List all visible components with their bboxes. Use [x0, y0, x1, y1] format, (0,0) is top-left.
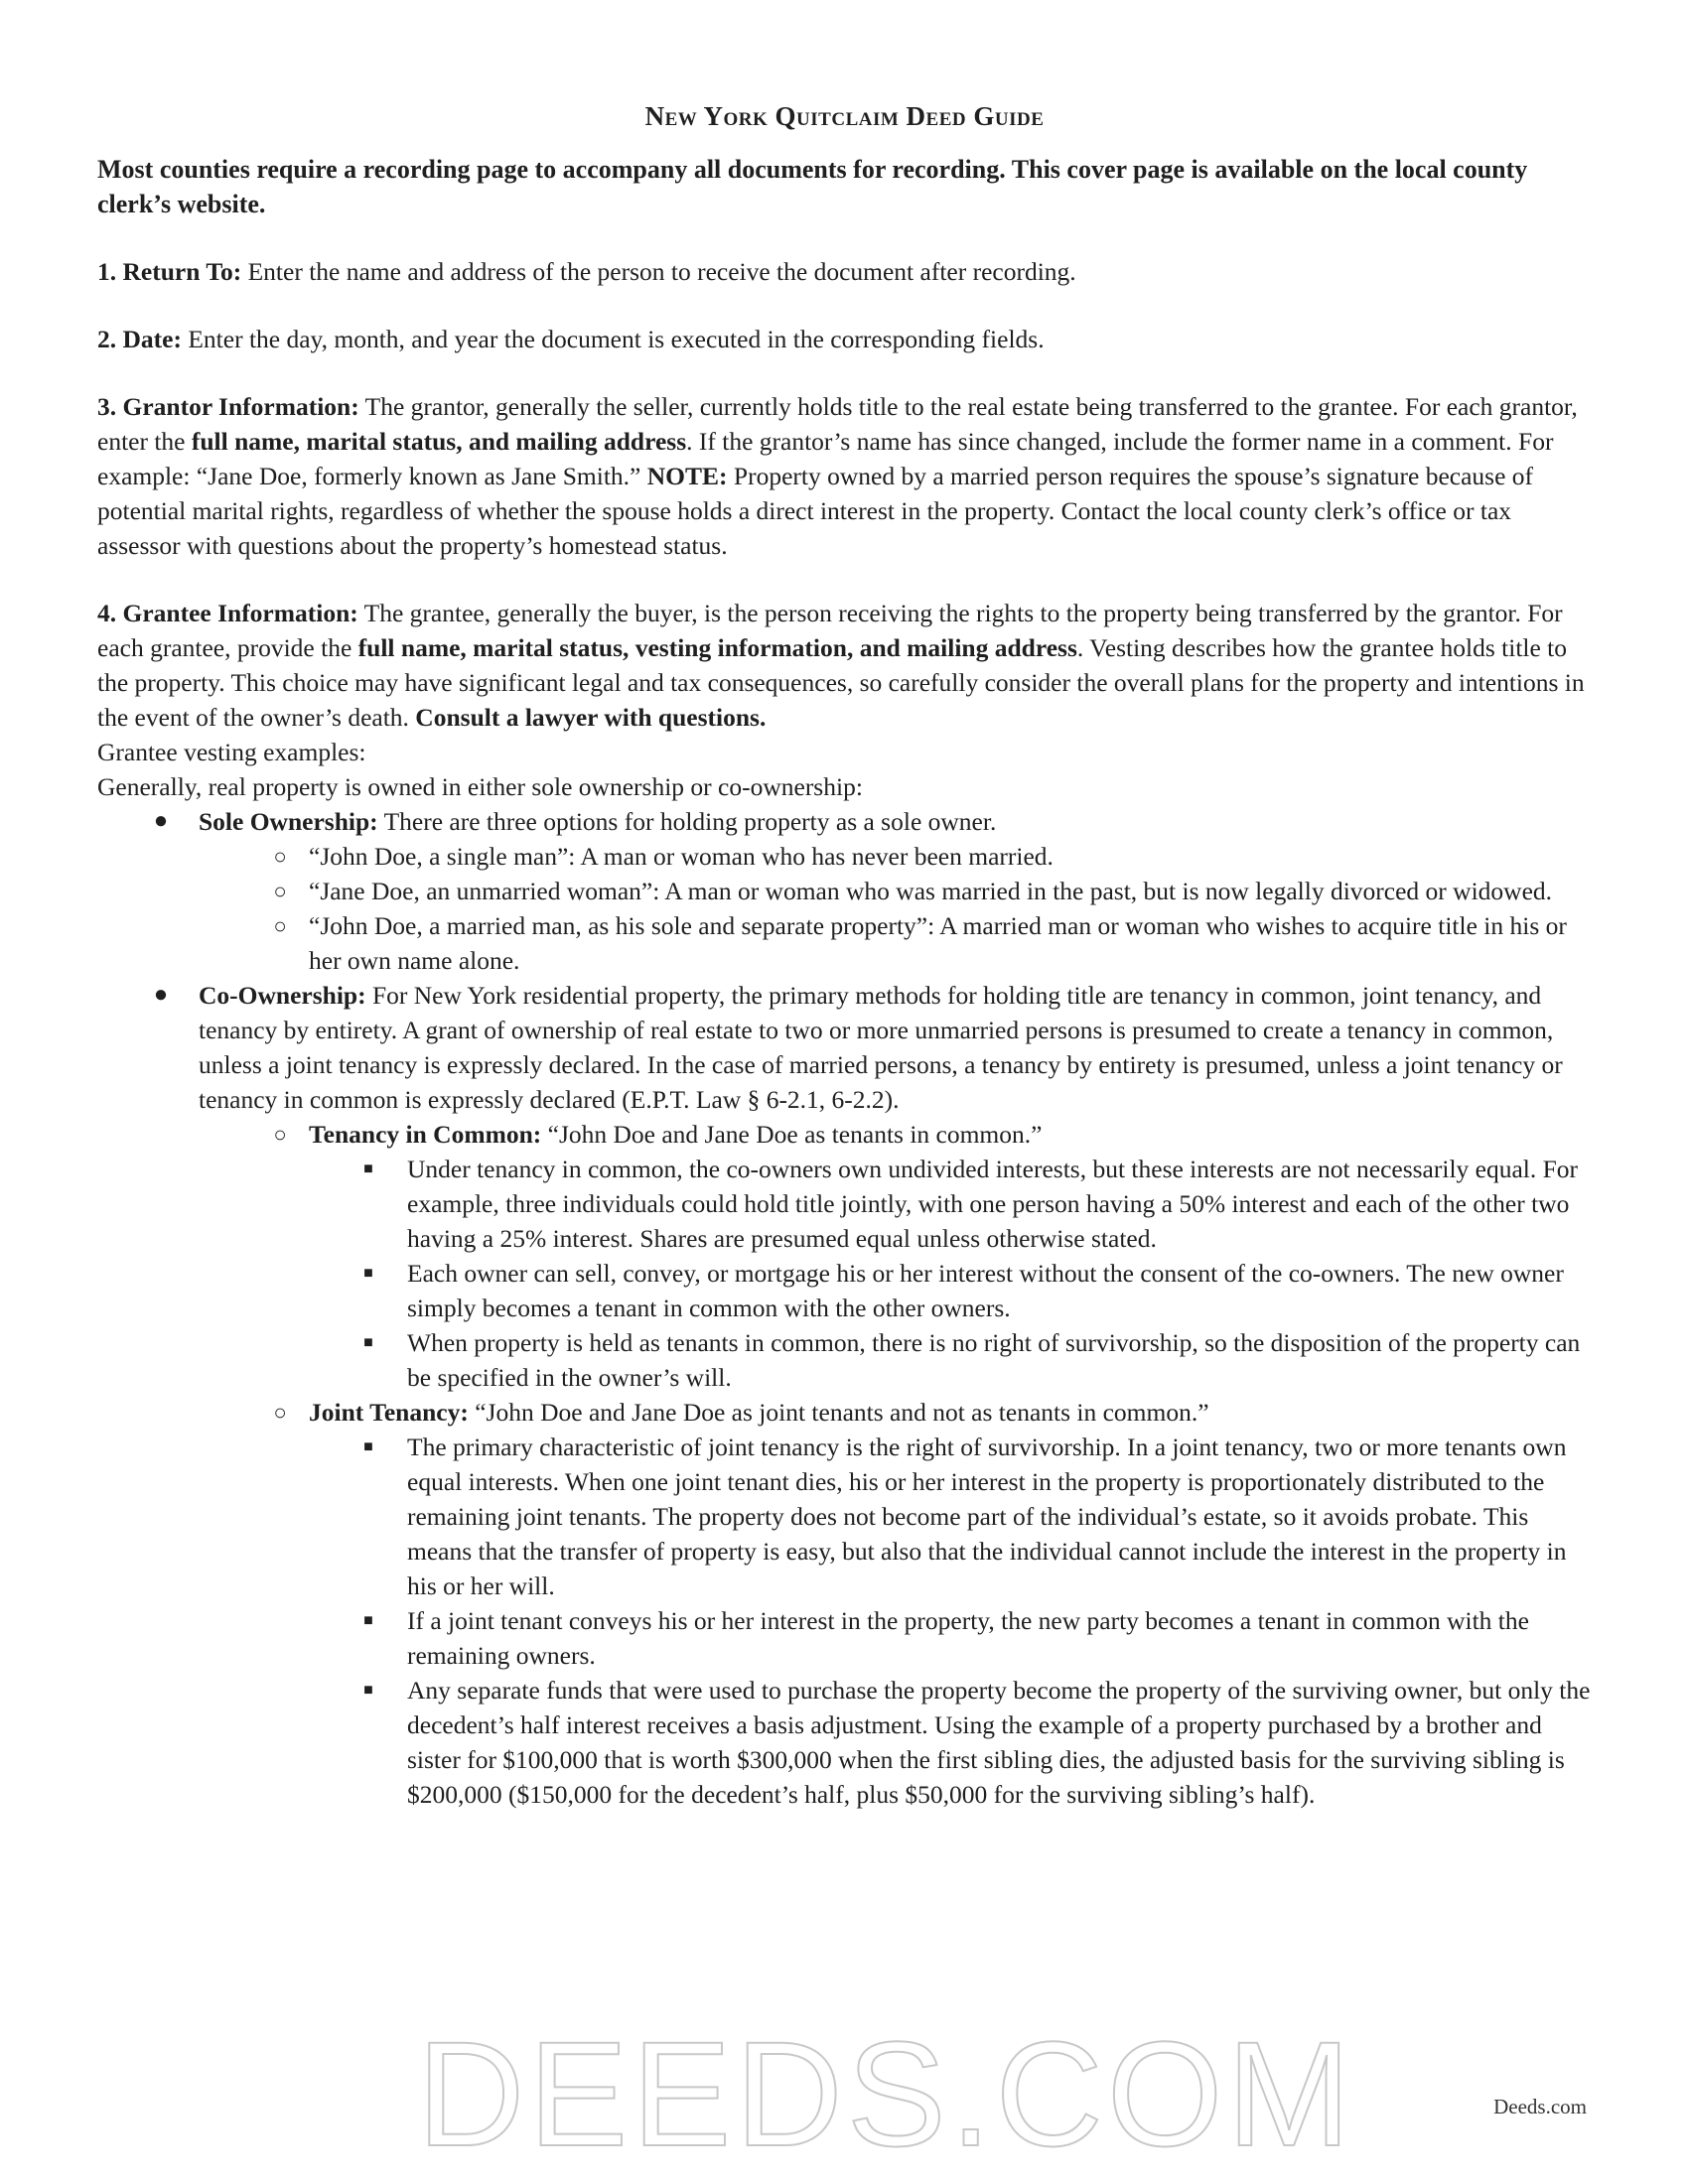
section-text: The grantor, generally the seller, currently holds title to the real estate being transferred to the grantee. For each grantor, enter the [97, 392, 1578, 456]
section-text: Enter the name and address of the person to receive the document after recording. [241, 257, 1076, 286]
list-item-sole-ownership [97, 804, 1592, 978]
footer-brand: Deeds.com [1493, 2095, 1587, 2118]
section-date [97, 322, 1592, 356]
section-text: . If the grantor’s name has since changed, include the former name in a comment. For example: “Jane Doe, formerly known as Jane Smith.” [97, 427, 1554, 490]
square-bullet-icon: ■ [363, 1265, 373, 1282]
circle-bullet-icon: ○ [273, 1400, 287, 1425]
list-item-label: Sole Ownership: [199, 807, 378, 836]
list-item-text: “John Doe, a married man, as his sole and separate property”: A married man or woman who wishes to acquire title in his or her own name alone. [309, 911, 1567, 975]
section-return-to [97, 254, 1592, 289]
list-item-co-ownership [97, 978, 1592, 1812]
joint-tenancy-list [97, 1430, 1592, 1812]
note-label: NOTE: [646, 462, 728, 490]
list-item [97, 1152, 1592, 1256]
list-item [97, 1256, 1592, 1325]
ownership-intro: Generally, real property is owned in either sole ownership or co-ownership: [97, 772, 863, 801]
square-bullet-icon: ■ [363, 1334, 373, 1351]
intro-paragraph: Most counties require a recording page to accompany all documents for recording. This cover page is available on the local county clerk’s website. [97, 155, 1528, 218]
emphasis-text: Consult a lawyer with questions. [415, 703, 767, 732]
circle-bullet-icon: ○ [273, 844, 287, 869]
section-grantor-information [97, 389, 1592, 563]
section-label: 3. Grantor Information: [97, 392, 359, 421]
list-item-text: Any separate funds that were used to purchase the property become the property of the surviving owner, but only the decedent’s half interest receives a basis adjustment. Using the example of a property purchased by a brother and sister for $100,000 that is worth $300,000 when the first sibling dies, the adjusted basis for the surviving sibling is $200,000 ($150,000 for the decedent’s half, plus $50,000 for the surviving sibling’s half). [407, 1676, 1591, 1809]
list-item-text: Each owner can sell, convey, or mortgage his or her interest without the consent of the co-owners. The new owner simply becomes a tenant in common with the other owners. [407, 1259, 1564, 1322]
list-item-label: Tenancy in Common: [309, 1120, 542, 1149]
section-text: . Vesting describes how the grantee holds title to the property. This choice may have significant legal and tax consequences, so carefully consider the overall plans for the property and intentions in the event of the owner’s death. [97, 633, 1585, 732]
list-item [97, 908, 1592, 978]
list-item-text: “Jane Doe, an unmarried woman”: A man or woman who was married in the past, but is now legally divorced or widowed. [309, 877, 1553, 905]
list-item [97, 1430, 1592, 1603]
list-item [97, 1325, 1592, 1395]
list-item-text: “John Doe and Jane Doe as tenants in common.” [541, 1120, 1043, 1149]
tenancy-in-common-list [97, 1152, 1592, 1395]
bullet-icon: ● [153, 808, 169, 834]
circle-bullet-icon: ○ [273, 913, 287, 938]
list-item-text: If a joint tenant conveys his or her interest in the property, the new party becomes a tenant in common with the remaining owners. [407, 1606, 1529, 1670]
square-bullet-icon: ■ [363, 1160, 373, 1177]
emphasis-text: full name, marital status, and mailing address [191, 427, 687, 456]
section-label: 4. Grantee Information: [97, 599, 358, 627]
page-title: New York Quitclaim Deed Guide [644, 101, 1045, 131]
list-item [97, 874, 1592, 908]
list-item-joint-tenancy [97, 1395, 1592, 1812]
list-item-text: For New York residential property, the primary methods for holding title are tenancy in common, joint tenancy, and tenancy by entirety. A grant of ownership of real estate to two or more unmarried persons is presumed to create a tenancy in common, unless a joint tenancy is expressly declared. In the case of married persons, a tenancy by entirety is presumed, unless a joint tenancy or tenancy in common is expressly declared (E.P.T. Law § 6-2.1, 6-2.2). [199, 981, 1563, 1114]
section-label: 2. Date: [97, 325, 182, 353]
bullet-icon: ● [153, 982, 169, 1008]
section-text: Property owned by a married person requires the spouse’s signature because of potential marital rights, regardless of whether the spouse holds a direct interest in the property. Contact the local county clerk’s office or tax assessor with questions about the property’s homestead status. [97, 462, 1534, 560]
co-ownership-types-list [97, 1117, 1592, 1812]
section-label: 1. Return To: [97, 257, 242, 286]
list-item-text: Under tenancy in common, the co-owners own undivided interests, but these interests are not necessarily equal. For example, three individuals could hold title jointly, with one person having a 50% interest and each of the other two having a 25% interest. Shares are presumed equal unless otherwise stated. [407, 1155, 1579, 1253]
list-item-text: When property is held as tenants in common, there is no right of survivorship, so the disposition of the property can be specified in the owner’s will. [407, 1328, 1581, 1392]
list-item [97, 1603, 1592, 1673]
list-item [97, 839, 1592, 874]
list-item [97, 1673, 1592, 1812]
emphasis-text: full name, marital status, vesting information, and mailing address [357, 633, 1077, 662]
section-grantee-information [97, 596, 1592, 1812]
list-item-text: There are three options for holding property as a sole owner. [377, 807, 997, 836]
square-bullet-icon: ■ [363, 1682, 373, 1699]
circle-bullet-icon: ○ [273, 1122, 287, 1147]
list-item-label: Joint Tenancy: [309, 1398, 469, 1427]
deeds-watermark: DEEDS.COM [417, 2010, 1355, 2177]
list-item-text: “John Doe, a single man”: A man or woman who has never been married. [309, 842, 1054, 871]
list-item-text: “John Doe and Jane Doe as joint tenants and not as tenants in common.” [468, 1398, 1209, 1427]
section-text: The grantee, generally the buyer, is the person receiving the rights to the property being transferred by the grantor. For each grantee, provide the [97, 599, 1563, 662]
circle-bullet-icon: ○ [273, 879, 287, 903]
square-bullet-icon: ■ [363, 1438, 373, 1455]
section-text: Enter the day, month, and year the document is executed in the corresponding fields. [181, 325, 1045, 353]
list-item-label: Co-Ownership: [199, 981, 366, 1010]
list-item-text: The primary characteristic of joint tenancy is the right of survivorship. In a joint tenancy, two or more tenants own equal interests. When one joint tenant dies, his or her interest in the property is proportionately distributed to the remaining joint tenants. The property does not become part of the individual’s estate, so it avoids probate. This means that the transfer of property is easy, but also that the individual cannot include the interest in the property in his or her will. [407, 1433, 1567, 1600]
vesting-label: Grantee vesting examples: [97, 738, 366, 766]
list-item-tenancy-in-common [97, 1117, 1592, 1395]
square-bullet-icon: ■ [363, 1612, 373, 1629]
ownership-list [97, 804, 1592, 1812]
document-page [97, 99, 1592, 1812]
sole-options-list [97, 839, 1592, 978]
